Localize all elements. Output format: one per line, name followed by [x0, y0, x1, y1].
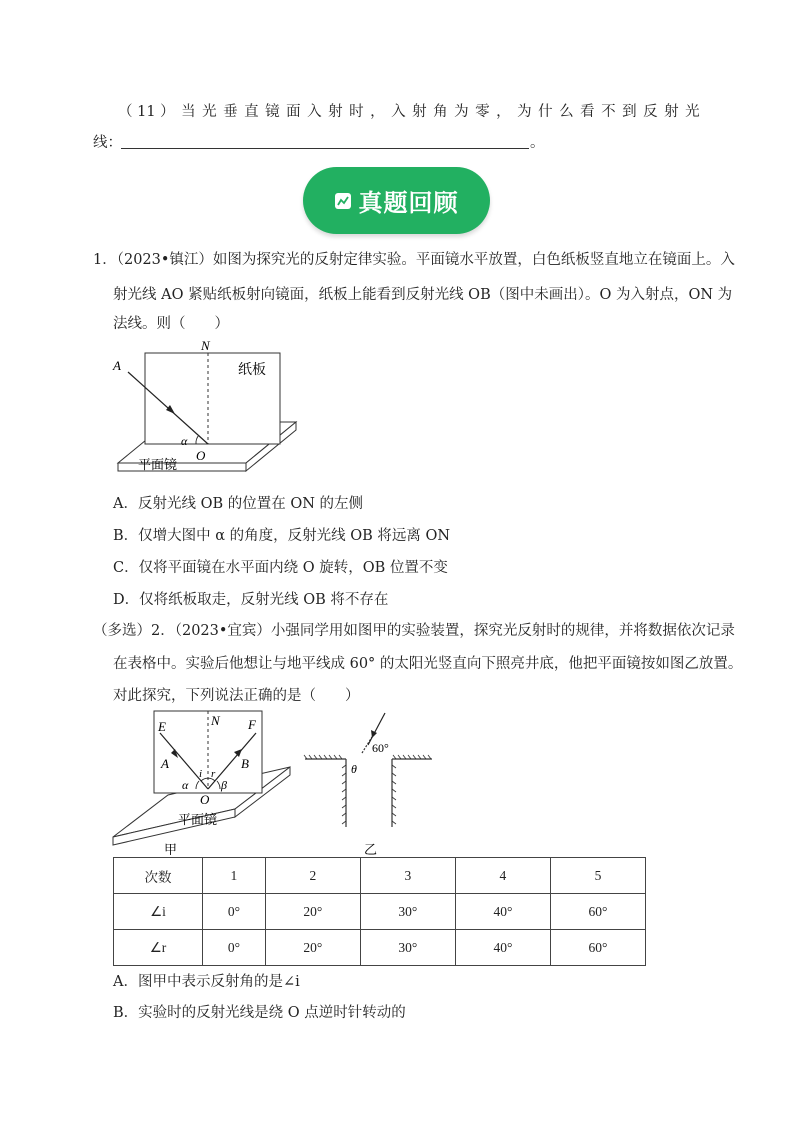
problem-2-line3: 对此探究，下列说法正确的是（ ） [113, 688, 360, 704]
figure-2a-label-f: F [248, 717, 256, 732]
figure-2a-label-e: E [158, 719, 166, 734]
question-11-line1: （ 11 ） 当 光 垂 直 镜 面 入 射 时 ， 入 射 角 为 零 ， 为 什 么 看 不 到 反 射 光 [118, 100, 700, 121]
figure-1-reflection-apparatus [108, 338, 308, 486]
table-header-cell: 3 [360, 858, 455, 894]
answer-blank-line[interactable] [121, 148, 529, 149]
figure-2a-label-o: O [200, 792, 210, 807]
figure-2a-caption: 甲 [164, 842, 178, 855]
banner-label: 真题回顾 [358, 189, 459, 217]
figure-2a-label-alpha: α [182, 778, 189, 792]
table-cell: 60° [550, 930, 645, 966]
question-11-number: （ 11 ） [118, 104, 175, 120]
table-header-cell: 次数 [114, 858, 203, 894]
table-cell: 40° [455, 930, 550, 966]
table-cell: 20° [265, 894, 360, 930]
problem-1-option-d: D．仅将纸板取走，反射光线 OB 将不存在 [113, 592, 389, 608]
figure-2b-label-theta: θ [351, 762, 357, 776]
problem-2-line2: 在表格中。实验后他想让与地平线成 60° 的太阳光竖直向下照亮井底，他把平面镜按如图乙放置。 [113, 656, 743, 672]
table-cell: ∠i [114, 894, 203, 930]
figure-2a-label-b: B [241, 756, 249, 771]
table-cell: 40° [455, 894, 550, 930]
figure-2a-label-beta: β [221, 778, 227, 792]
table-cell: 20° [265, 930, 360, 966]
figure-1-label-a: A [113, 358, 121, 373]
figure-2b-well-diagram [300, 705, 440, 855]
figure-1-label-o: O [196, 448, 206, 463]
problem-2-option-b: B．实验时的反射光线是绕 O 点逆时针转动的 [113, 1005, 406, 1021]
figure-2b-ray-arrow [371, 730, 377, 738]
problem-2-option-a: A．图甲中表示反射角的是∠i [113, 974, 300, 990]
table-cell: 30° [360, 894, 455, 930]
question-11-line2-prefix: 线： [93, 135, 122, 151]
figure-2b-label-angle: 60° [372, 741, 389, 755]
table-cell: 30° [360, 930, 455, 966]
figure-2b-wall-left-hatch [342, 765, 346, 824]
table-cell: ∠r [114, 930, 203, 966]
problem-1-option-c: C．仅将平面镜在水平面内绕 O 旋转，OB 位置不变 [113, 560, 448, 576]
table-header-cell: 5 [550, 858, 645, 894]
table-cell: 0° [203, 894, 266, 930]
table-cell: 0° [203, 930, 266, 966]
data-table [113, 857, 646, 966]
figure-2a-label-n: N [211, 713, 220, 728]
table-header-row [114, 858, 646, 894]
figure-2a-label-r: r [211, 768, 216, 780]
figure-1-label-alpha: α [181, 434, 188, 448]
figure-2a-label-a: A [161, 756, 169, 771]
table-row [114, 930, 646, 966]
table-cell: 60° [550, 894, 645, 930]
problem-1-option-a: A．反射光线 OB 的位置在 ON 的左侧 [113, 496, 364, 512]
figure-2a-label-i: i [199, 768, 203, 780]
section-banner [303, 167, 490, 234]
figure-1-label-n: N [201, 338, 210, 353]
table-header-cell: 1 [203, 858, 266, 894]
chart-line-icon [335, 193, 351, 209]
figure-2a-label-mirror: 平面镜 [178, 812, 218, 827]
problem-1-option-b: B．仅增大图中 α 的角度，反射光线 OB 将远离 ON [113, 528, 451, 544]
problem-2-line1: （多选）2．（2023•宜宾）小强同学用如图甲的实验装置，探究光反射时的规律，并将数据依次记录 [93, 623, 735, 639]
table-header-cell: 2 [265, 858, 360, 894]
figure-2b-caption: 乙 [364, 842, 378, 855]
figure-1-label-mirror: 平面镜 [138, 457, 178, 472]
figure-1-label-board: 纸板 [238, 363, 266, 378]
question-11-line2-suffix: 。 [530, 135, 545, 151]
figure-2a-reflection-apparatus [108, 705, 298, 855]
table-header-cell: 4 [455, 858, 550, 894]
problem-1-line2: 射光线 AO 紧贴纸板射向镜面，纸板上能看到反射光线 OB（图中未画出）。O 为入射点，ON 为 [113, 287, 733, 303]
figure-2b-wall-right-hatch [392, 765, 396, 824]
table-row [114, 894, 646, 930]
problem-1-line3: 法线。则（ ） [113, 316, 229, 332]
problem-1-line1: 1．（2023•镇江）如图为探究光的反射定律实验。平面镜水平放置，白色纸板竖直地立在镜面上。入 [93, 252, 735, 268]
